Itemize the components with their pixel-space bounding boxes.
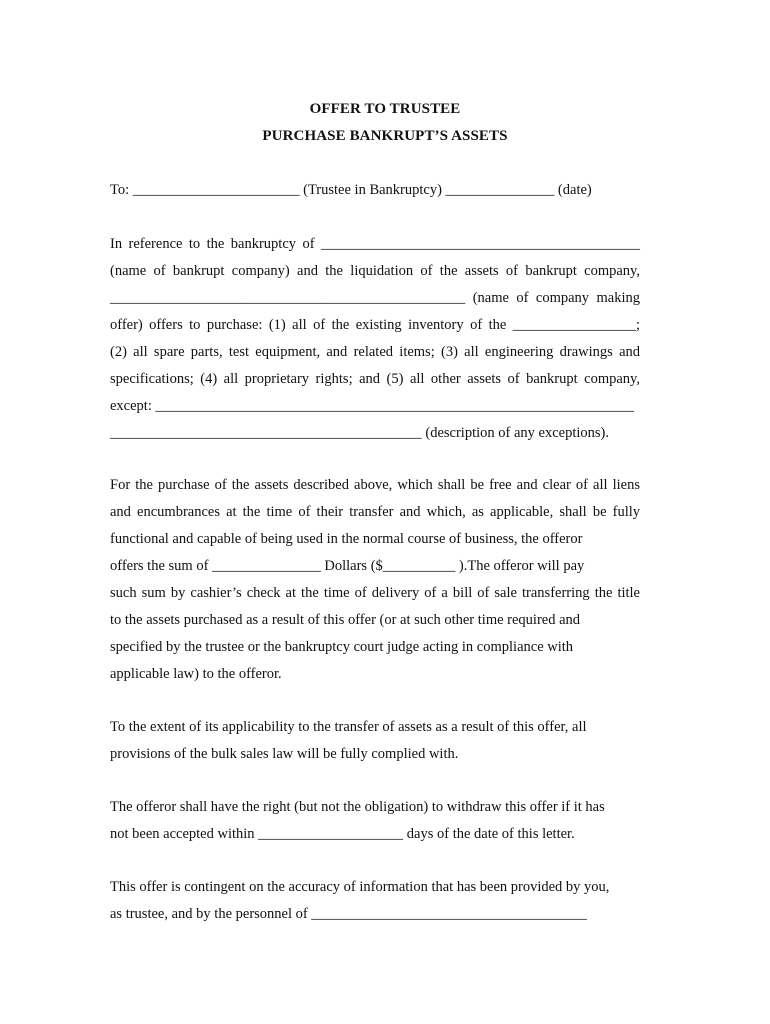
paragraph-4-line: not been accepted within ____________________ days of the date of this letter. bbox=[110, 826, 575, 842]
paragraph-1-line: In reference to the bankruptcy of ____________________________________________ bbox=[110, 236, 640, 252]
document-subtitle: PURCHASE BANKRUPT’S ASSETS bbox=[262, 128, 508, 144]
paragraph-1-line: except: __________________________________________________________________ bbox=[110, 398, 634, 414]
document-title: OFFER TO TRUSTEE bbox=[309, 101, 461, 117]
paragraph-2-line: to the assets purchased as a result of this offer (or at such other time required and bbox=[110, 612, 581, 628]
paragraph-1-line: _________________________________________________ (name of company making bbox=[110, 290, 640, 306]
paragraph-1-line: (2) all spare parts, test equipment, and related items; (3) all engineering drawings and bbox=[110, 344, 640, 360]
paragraph-3-line: To the extent of its applicability to the transfer of assets as a result of this offer, all bbox=[110, 719, 587, 735]
paragraph-2-line: applicable law) to the offeror. bbox=[110, 666, 282, 682]
paragraph-4-line: The offeror shall have the right (but not the obligation) to withdraw this offer if it has bbox=[110, 799, 605, 815]
paragraph-2-line: specified by the trustee or the bankruptcy court judge acting in compliance with bbox=[110, 639, 574, 655]
paragraph-3-line: provisions of the bulk sales law will be fully complied with. bbox=[110, 746, 459, 762]
paragraph-1-line: ___________________________________________ (description of any exceptions). bbox=[110, 425, 609, 441]
paragraph-1-line: offer) offers to purchase: (1) all of the existing inventory of the _________________; bbox=[110, 317, 640, 333]
paragraph-2-line: such sum by cashier’s check at the time of delivery of a bill of sale transferring the title bbox=[110, 585, 640, 601]
paragraph-1-line: specifications; (4) all proprietary rights; and (5) all other assets of bankrupt company, bbox=[110, 371, 640, 387]
paragraph-2-line: and encumbrances at the time of their transfer and which, as applicable, shall be fully bbox=[110, 504, 640, 520]
paragraph-2-line: For the purchase of the assets described above, which shall be free and clear of all liens bbox=[110, 477, 640, 493]
paragraph-5-line: as trustee, and by the personnel of ______________________________________ bbox=[110, 906, 587, 922]
to-line: To: _______________________ (Trustee in Bankruptcy) _______________ (date) bbox=[110, 182, 592, 198]
paragraph-2-line: functional and capable of being used in the normal course of business, the offeror bbox=[110, 531, 583, 547]
paragraph-1-line: (name of bankrupt company) and the liquidation of the assets of bankrupt company, bbox=[110, 263, 640, 279]
paragraph-2-line: offers the sum of _______________ Dollars ($__________ ).The offeror will pay bbox=[110, 558, 585, 574]
paragraph-5-line: This offer is contingent on the accuracy of information that has been provided by you, bbox=[110, 879, 610, 895]
